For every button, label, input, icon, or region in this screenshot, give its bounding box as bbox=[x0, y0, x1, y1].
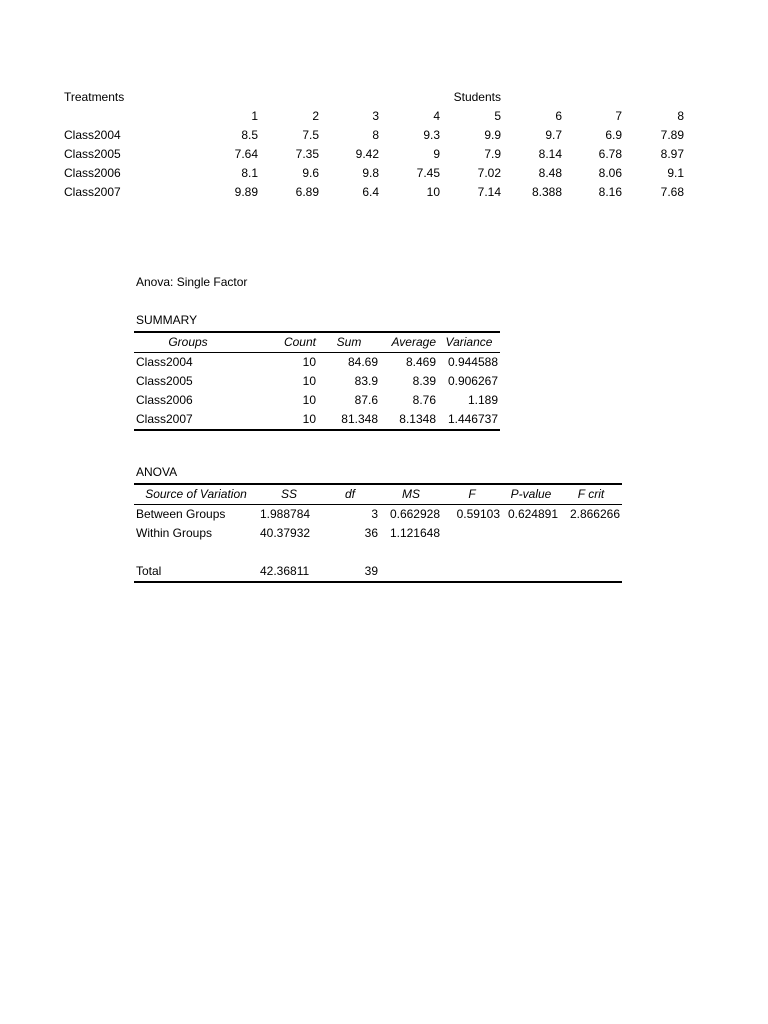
anova-header-cell: df bbox=[320, 484, 380, 505]
student-number: 3 bbox=[372, 109, 379, 123]
anova-cell: 2.866266 bbox=[569, 507, 620, 521]
anova-cell: 0.624891 bbox=[507, 507, 558, 521]
source-name bbox=[134, 543, 258, 562]
anova-cell: 0.59103 bbox=[456, 507, 500, 521]
student-number: 1 bbox=[251, 109, 258, 123]
anova-cell bbox=[258, 543, 320, 562]
anova-cell bbox=[442, 562, 502, 582]
summary-table bbox=[134, 331, 500, 431]
anova-cell: 0.662928 bbox=[389, 507, 440, 521]
anova-cell bbox=[380, 543, 442, 562]
anova-cell bbox=[502, 543, 560, 562]
anova-cell bbox=[560, 524, 622, 543]
group-name: Class2005 bbox=[136, 374, 193, 388]
score-cell: 6.89 bbox=[295, 185, 319, 199]
data-table bbox=[62, 88, 686, 202]
summary-cell: 10 bbox=[302, 355, 316, 369]
anova-cell bbox=[502, 524, 560, 543]
summary-header-cell: Sum bbox=[318, 332, 380, 353]
student-number: 5 bbox=[494, 109, 501, 123]
summary-header-cell: Groups bbox=[134, 332, 242, 353]
treatments-header: Treatments bbox=[64, 90, 125, 104]
anova-cell bbox=[560, 543, 622, 562]
score-cell: 8.48 bbox=[538, 166, 562, 180]
score-cell: 7.5 bbox=[302, 128, 319, 142]
score-cell: 9.7 bbox=[545, 128, 562, 142]
anova-row bbox=[134, 543, 622, 562]
score-cell: 7.89 bbox=[660, 128, 684, 142]
score-cell: 8 bbox=[372, 128, 379, 142]
score-cell: 8.97 bbox=[660, 147, 684, 161]
summary-cell: 10 bbox=[302, 393, 316, 407]
score-cell: 6.9 bbox=[605, 128, 622, 142]
student-number: 7 bbox=[615, 109, 622, 123]
students-header: Students bbox=[453, 90, 501, 104]
score-cell: 9.89 bbox=[234, 185, 258, 199]
anova-cell bbox=[380, 562, 442, 582]
group-name: Class2006 bbox=[136, 393, 193, 407]
summary-header-cell: Count bbox=[242, 332, 318, 353]
summary-title: SUMMARY bbox=[136, 313, 198, 327]
anova-header-cell: Source of Variation bbox=[134, 484, 258, 505]
source-name: Within Groups bbox=[136, 526, 213, 540]
score-cell: 9.1 bbox=[667, 166, 684, 180]
summary-cell: 0.906267 bbox=[447, 374, 498, 388]
summary-cell: 8.39 bbox=[412, 374, 436, 388]
anova-cell bbox=[320, 543, 380, 562]
summary-row bbox=[134, 353, 500, 373]
treatment-name: Class2005 bbox=[64, 147, 121, 161]
score-cell: 9.9 bbox=[484, 128, 501, 142]
anova-cell: 36 bbox=[364, 526, 378, 540]
score-cell: 7.02 bbox=[477, 166, 501, 180]
summary-cell: 8.76 bbox=[412, 393, 436, 407]
score-cell: 8.388 bbox=[531, 185, 562, 199]
student-number-row bbox=[62, 107, 686, 126]
summary-row bbox=[134, 391, 500, 410]
summary-cell: 83.9 bbox=[354, 374, 378, 388]
anova-header-cell: SS bbox=[258, 484, 320, 505]
score-cell: 10 bbox=[426, 185, 440, 199]
group-name: Class2007 bbox=[134, 410, 242, 430]
student-number: 8 bbox=[677, 109, 684, 123]
anova-header-cell: P-value bbox=[502, 484, 560, 505]
anova-header-cell: F bbox=[442, 484, 502, 505]
data-row bbox=[62, 183, 686, 202]
score-cell: 8.16 bbox=[598, 185, 622, 199]
data-header-row bbox=[62, 88, 686, 107]
anova-header-cell: MS bbox=[380, 484, 442, 505]
anova-header-cell: F crit bbox=[560, 484, 622, 505]
treatment-name: Class2006 bbox=[64, 166, 121, 180]
summary-row bbox=[134, 410, 500, 430]
student-number: 6 bbox=[555, 109, 562, 123]
score-cell: 7.14 bbox=[477, 185, 501, 199]
anova-cell bbox=[560, 562, 622, 582]
student-number: 4 bbox=[433, 109, 440, 123]
score-cell: 7.9 bbox=[484, 147, 501, 161]
summary-cell: 1.446737 bbox=[438, 410, 500, 430]
score-cell: 6.78 bbox=[598, 147, 622, 161]
summary-cell: 8.469 bbox=[405, 355, 436, 369]
anova-cell bbox=[442, 543, 502, 562]
summary-cell: 81.348 bbox=[318, 410, 380, 430]
summary-cell: 8.1348 bbox=[380, 410, 438, 430]
score-cell: 8.06 bbox=[598, 166, 622, 180]
anova-header-row bbox=[134, 484, 622, 505]
anova-cell: 40.37932 bbox=[260, 526, 311, 540]
score-cell: 9.6 bbox=[302, 166, 319, 180]
score-cell: 7.35 bbox=[295, 147, 319, 161]
anova-title: Anova: Single Factor bbox=[136, 275, 248, 289]
score-cell: 9.3 bbox=[423, 128, 440, 142]
anova-cell bbox=[442, 524, 502, 543]
summary-cell: 10 bbox=[302, 374, 316, 388]
anova-row bbox=[134, 524, 622, 543]
summary-header-cell: Average bbox=[380, 332, 438, 353]
score-cell: 6.4 bbox=[362, 185, 379, 199]
anova-row bbox=[134, 505, 622, 525]
anova-cell: 1.121648 bbox=[389, 526, 440, 540]
source-name: Between Groups bbox=[136, 507, 226, 521]
summary-cell: 84.69 bbox=[347, 355, 378, 369]
score-cell: 9.42 bbox=[355, 147, 379, 161]
anova-section-title: ANOVA bbox=[136, 465, 178, 479]
score-cell: 7.64 bbox=[234, 147, 258, 161]
summary-cell: 10 bbox=[242, 410, 318, 430]
group-name: Class2004 bbox=[136, 355, 193, 369]
summary-row bbox=[134, 372, 500, 391]
data-row bbox=[62, 145, 686, 164]
score-cell: 9.8 bbox=[362, 166, 379, 180]
summary-cell: 0.944588 bbox=[447, 355, 498, 369]
summary-header-cell: Variance bbox=[438, 332, 500, 353]
anova-cell: 39 bbox=[320, 562, 380, 582]
source-name: Total bbox=[134, 562, 258, 582]
data-row bbox=[62, 164, 686, 183]
score-cell: 8.5 bbox=[241, 128, 258, 142]
anova-cell bbox=[502, 562, 560, 582]
score-cell: 7.68 bbox=[660, 185, 684, 199]
treatment-name: Class2004 bbox=[64, 128, 121, 142]
anova-cell: 42.36811 bbox=[258, 562, 320, 582]
anova-table bbox=[134, 483, 622, 583]
anova-cell: 1.988784 bbox=[260, 507, 311, 521]
treatment-name: Class2007 bbox=[64, 185, 121, 199]
summary-cell: 87.6 bbox=[354, 393, 378, 407]
anova-row bbox=[134, 562, 622, 582]
score-cell: 7.45 bbox=[416, 166, 440, 180]
summary-header-row bbox=[134, 332, 500, 353]
score-cell: 9 bbox=[433, 147, 440, 161]
data-row bbox=[62, 126, 686, 145]
score-cell: 8.14 bbox=[538, 147, 562, 161]
student-number: 2 bbox=[312, 109, 319, 123]
score-cell: 8.1 bbox=[241, 166, 258, 180]
anova-cell: 3 bbox=[371, 507, 378, 521]
summary-cell: 1.189 bbox=[467, 393, 498, 407]
